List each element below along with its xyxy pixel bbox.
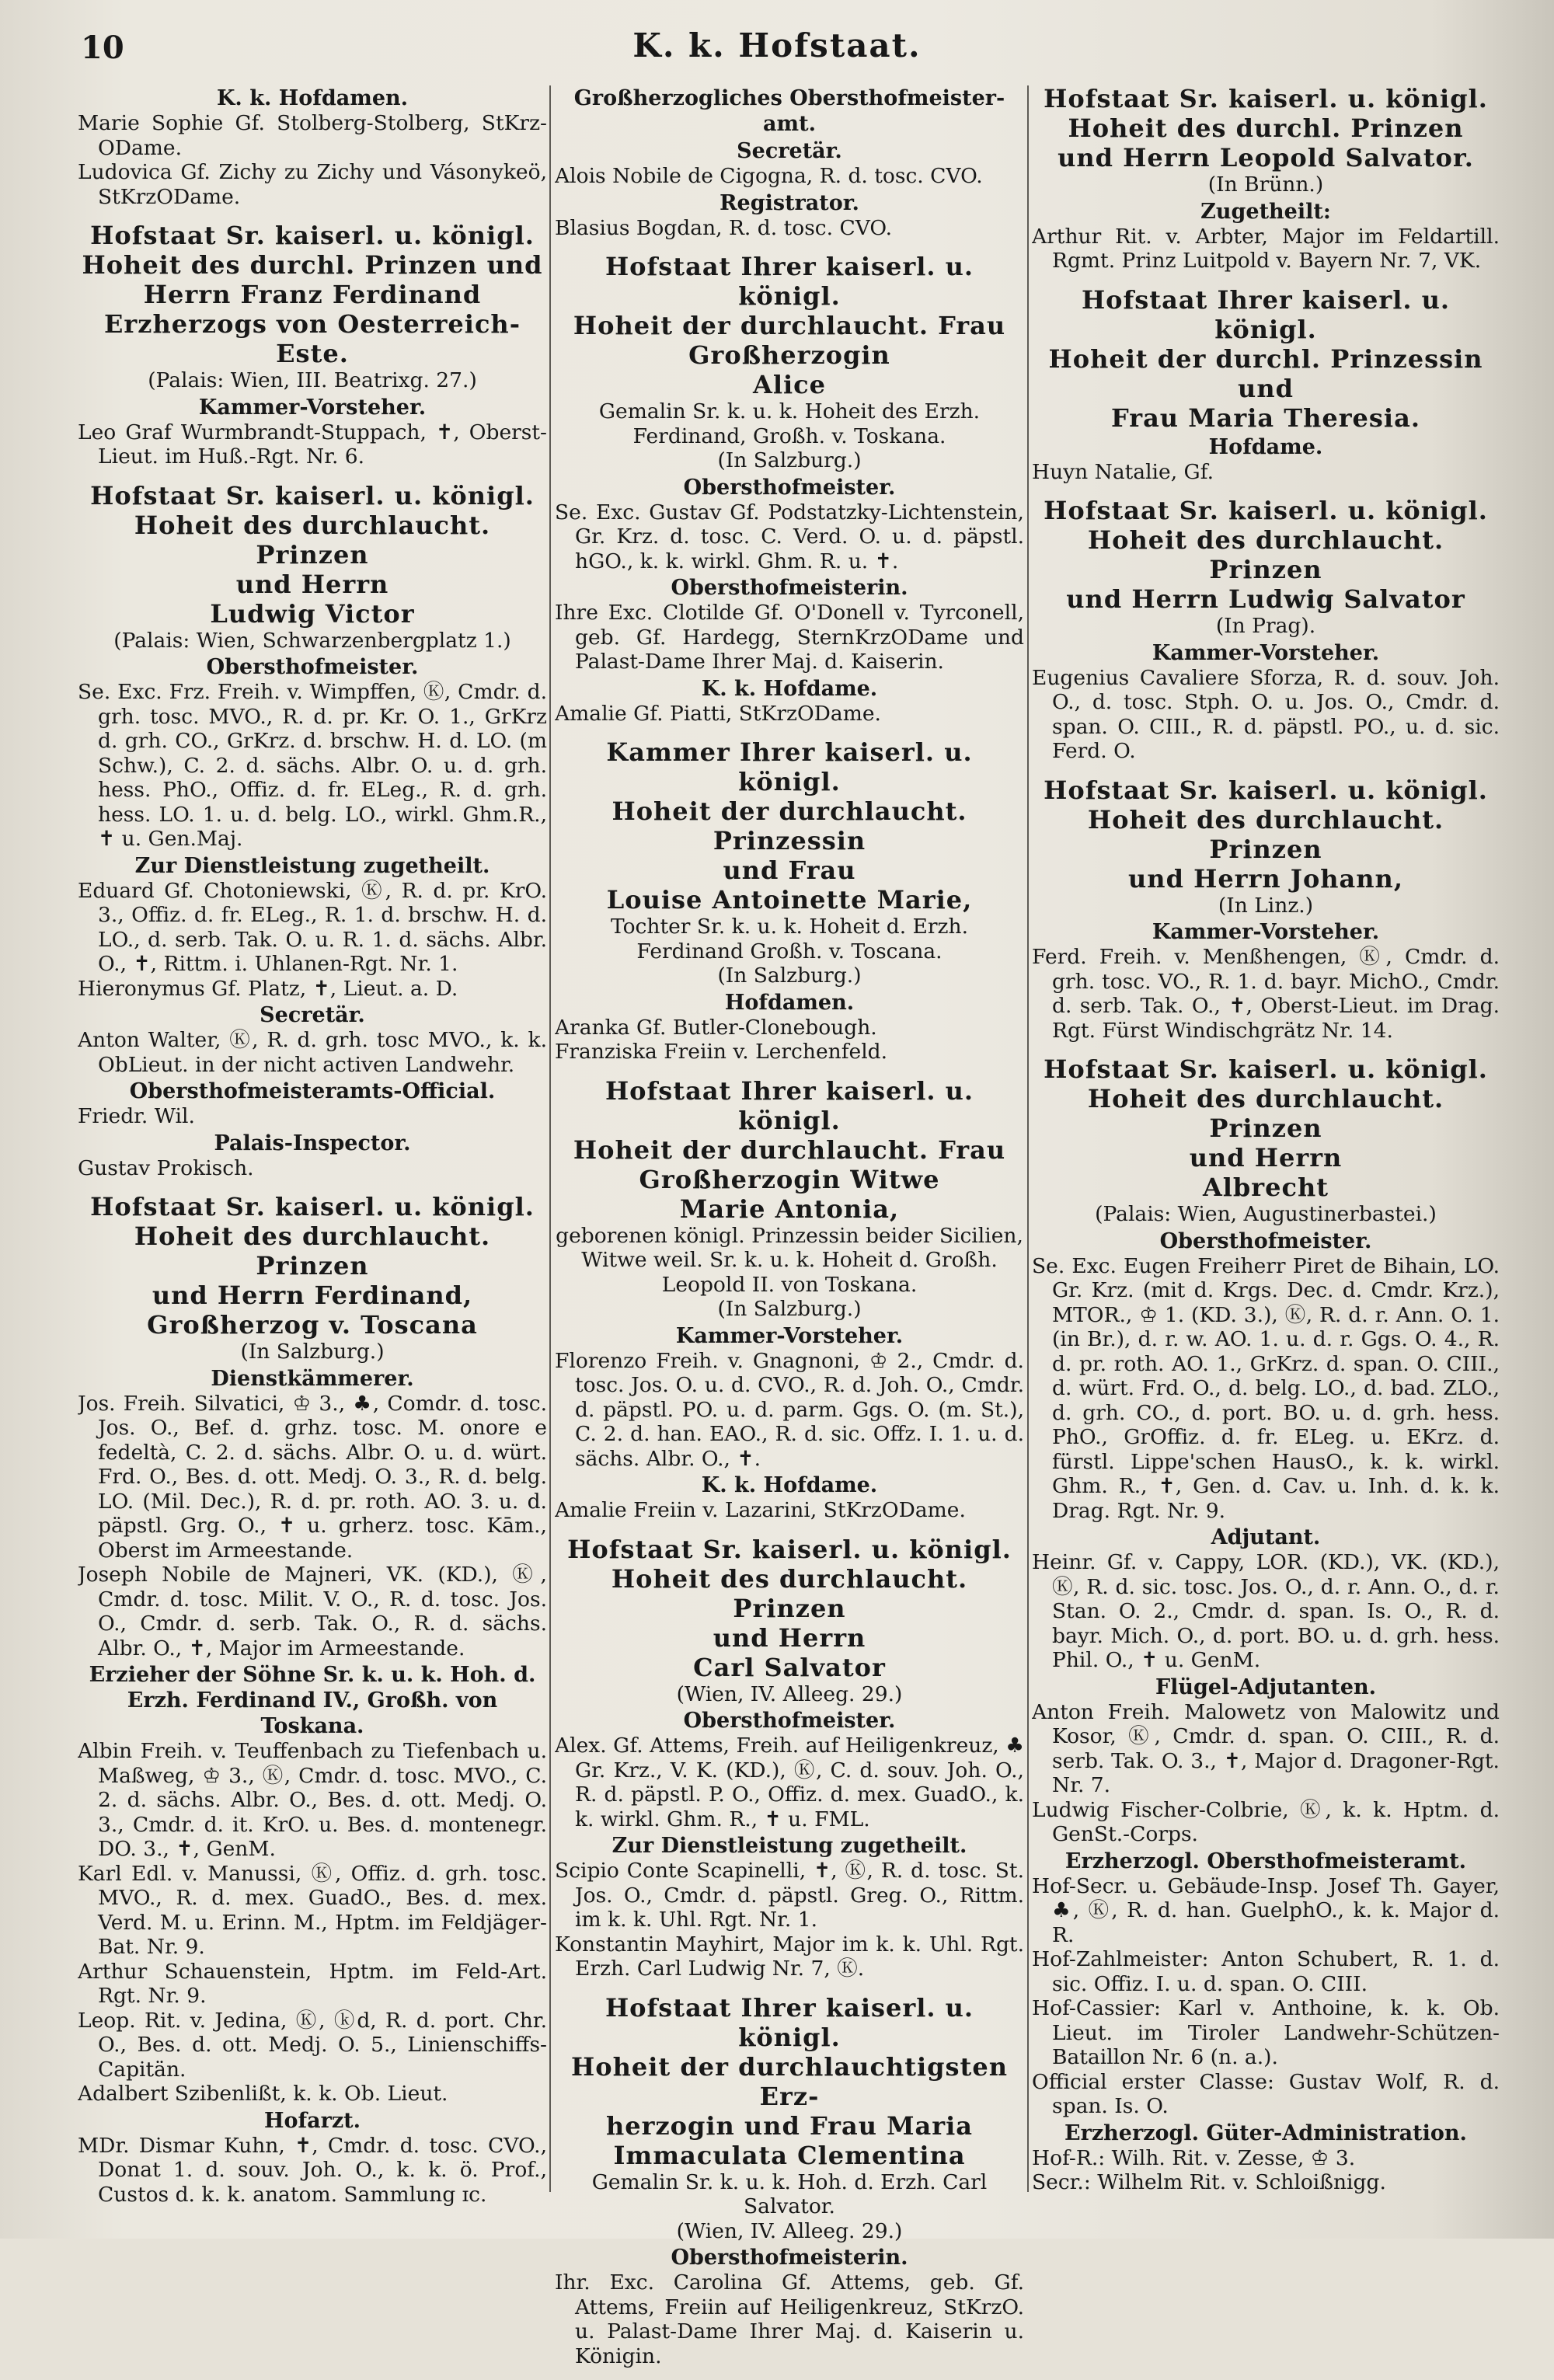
court-section	[555, 252, 1024, 726]
section-title-line: Hofstaat Sr. kaiserl. u. königl.	[90, 221, 535, 250]
section-title-line: Hofstaat Sr. kaiserl. u. königl.	[90, 480, 535, 510]
person-entry: Arthur Schauenstein, Hptm. im Feld-Art. Rgt. Nr. 9.	[78, 1959, 547, 2008]
section-title-line: Hoheit des durchlaucht. Prinzen	[1087, 525, 1444, 584]
section-title-line: und Herrn Leopold Salvator.	[1057, 143, 1474, 172]
section-note: (Wien, IV. Alleeg. 29.)	[676, 1681, 903, 1706]
section-title-line: Ludwig Victor	[210, 598, 415, 629]
court-section	[555, 1535, 1024, 1981]
court-section	[1032, 775, 1500, 1044]
person-entry: Karl Edl. v. Manussi, Ⓚ, Offiz. d. grh. tosc. MVO., R. d. mex. GuadO., Bes. d. mex. Verd. M. u. Erinn. M., Hptm. im Feldjäger-Bat. Nr. 9.	[78, 1861, 547, 1959]
person-entry: Anton Walter, Ⓚ, R. d. grh. tosc MVO., k. k. ObLieut. in der nicht activen Landwehr.	[78, 1028, 547, 1077]
person-entry: Se. Exc. Gustav Gf. Podstatzky-Lichtenstein, Gr. Krz. d. tosc. C. Verd. O. u. d. päpstl. hGO., k. k. wirkl. Ghm. R. u. ✝.	[555, 500, 1024, 573]
court-section	[1032, 496, 1500, 764]
person-entry: Friedr. Wil.	[78, 1104, 195, 1128]
person-entry: Eugenius Cavaliere Sforza, R. d. souv. Joh. O., d. tosc. Stph. O. u. Jos. O., Cmdr. d. span. O. CIII., R. d. päpstl. PO., u. d. sic. Ferd. O.	[1032, 665, 1500, 763]
court-section	[555, 737, 1024, 1065]
section-note: (In Brünn.)	[1207, 172, 1324, 197]
running-title: K. k. Hofstaat.	[632, 26, 922, 64]
person-entry: Eduard Gf. Chotoniewski, Ⓚ, R. d. pr. KrO. 3., Offiz. d. fr. ELeg., R. 1. d. brschw. H. d. LO., d. serb. Tak. O. u. R. 1. d. sächs. Albr. O., ✝, Rittm. i. Uhlanen-Rgt. Nr. 1.	[78, 878, 547, 976]
section-note: (In Prag).	[1215, 614, 1316, 638]
person-entry: Leo Graf Wurmbrandt-Stuppach, ✝, Oberst-Lieut. im Huß.-Rgt. Nr. 6.	[78, 420, 547, 469]
column-divider	[1027, 85, 1029, 2192]
court-section	[1032, 285, 1500, 485]
section-title-line: Marie Antonia,	[679, 1193, 900, 1224]
office-heading: Adjutant.	[1211, 1525, 1321, 1549]
person-entry: Alex. Gf. Attems, Freih. auf Heiligenkreuz, ♣ Gr. Krz., V. K. (KD.), Ⓚ, C. d. souv. Joh. O., R. d. päpstl. P. O., Offiz. d. mex. GuadO., k. k. wirkl. Ghm. R., ✝ u. FML.	[555, 1734, 1024, 1831]
person-entry: Heinr. Gf. v. Cappy, LOR. (KD.), VK. (KD.), Ⓚ, R. d. sic. tosc. Jos. O., d. r. Ann. O., d. r. Stan. O. 2., Cmdr. d. span. Is. O., R. d. bayr. Mich. O., d. port. BO. u. d. grh. hess. Phil. O., ✝ u. GenM.	[1032, 1550, 1500, 1672]
person-entry: Jos. Freih. Silvatici, ♔ 3., ♣, Comdr. d. tosc. Jos. O., Bef. d. grhz. tosc. M. onore e fedeltà, C. 2. d. sächs. Albr. O. u. d. würt. Frd. O., Bes. d. ott. Medj. O. 3., R. d. belg. LO. (Mil. Dec.), R. d. pr. roth. AO. 3. u. d. päpstl. Grg. O., ✝ u. grherz. tosc. Kām., Oberst im Armeestande.	[78, 1391, 547, 1563]
section-title-line: Hofstaat Ihrer kaiserl. u. königl.	[605, 252, 974, 311]
column-1	[78, 84, 547, 2218]
office-heading: Hofdamen.	[724, 990, 855, 1015]
office-heading: Obersthofmeisteramts-Official.	[129, 1079, 496, 1103]
office-heading: Obersthofmeister.	[683, 1709, 896, 1733]
person-entry: Joseph Nobile de Majneri, VK. (KD.), Ⓚ, Cmdr. d. tosc. Milit. V. O., R. d. tosc. Jos. O., Cmdr. d. serb. Tak. O., R. d. sächs. Albr. O., ✝, Major im Armeestande.	[78, 1563, 547, 1660]
office-heading: Zur Dienstleistung zugetheilt.	[134, 853, 490, 878]
person-entry: Hieronymus Gf. Platz, ✝, Lieut. a. D.	[78, 976, 458, 1001]
section-title-line: Hofstaat Sr. kaiserl. u. königl.	[1044, 84, 1488, 113]
person-entry: Konstantin Mayhirt, Major im k. k. Uhl. Rgt. Erzh. Carl Ludwig Nr. 7, Ⓚ.	[555, 1932, 1024, 1981]
section-title-line: Hoheit des durchlaucht. Prinzen	[134, 510, 491, 570]
court-section	[555, 1076, 1024, 1523]
section-note: Gemalin Sr. k. u. k. Hoheit des Erzh. Ferdinand, Großh. v. Toskana.	[598, 399, 981, 448]
person-entry: Secr.: Wilhelm Rit. v. Schloißnigg.	[1032, 2170, 1386, 2194]
page-number: 10	[81, 30, 124, 66]
person-entry: Adalbert Szibenlißt, k. k. Ob. Lieut.	[78, 2082, 448, 2106]
office-heading: Erzherzogl. Güter-Administration.	[1064, 2120, 1467, 2145]
person-entry: Hof-R.: Wilh. Rit. v. Zesse, ♔ 3.	[1032, 2145, 1356, 2170]
section-title-line: Hoheit des durchlaucht. Prinzen	[611, 1563, 968, 1623]
court-section	[1032, 84, 1500, 274]
section-title-line: Herrn Franz Ferdinand	[143, 280, 482, 309]
court-section	[1032, 1054, 1500, 2195]
person-entry: Ihre Exc. Clotilde Gf. O'Donell v. Tyrconell, geb. Gf. Hardegg, SternKrzODame und Palast-Dame Ihrer Maj. d. Kaiserin.	[555, 601, 1024, 674]
person-entry: Ludovica Gf. Zichy zu Zichy und Vásonykeö, StKrzODame.	[78, 160, 547, 209]
column-divider	[549, 85, 551, 2192]
person-entry: Blasius Bogdan, R. d. tosc. CVO.	[555, 215, 893, 240]
section-note: (In Salzburg.)	[717, 963, 862, 988]
person-entry: Hof-Cassier: Karl v. Anthoine, k. k. Ob. Lieut. im Tiroler Landwehr-Schützen-Bataillon Nr. 6 (n. a.).	[1032, 1996, 1500, 2069]
section-title-line: Hoheit der durchlauchtigsten Erz-	[571, 2051, 1008, 2111]
office-heading: Obersthofmeister.	[206, 655, 419, 679]
person-entry: Gustav Prokisch.	[78, 1155, 254, 1180]
section-note: Gemalin Sr. k. u. k. Hoh. d. Erzh. Carl Salvator.	[591, 2169, 988, 2218]
section-title-line: und Herrn	[1189, 1143, 1343, 1173]
person-entry: Marie Sophie Gf. Stolberg-Stolberg, StKrz-ODame.	[78, 111, 547, 160]
office-heading: Zugetheilt:	[1200, 199, 1331, 224]
office-heading: Dienstkämmerer.	[211, 1366, 414, 1391]
office-heading: Kammer-Vorsteher.	[198, 395, 427, 420]
section-title-line: und Herrn Ludwig Salvator	[1066, 584, 1465, 614]
section-title-line: und Herrn Ferdinand,	[152, 1281, 473, 1310]
section-title-line: Hofstaat Sr. kaiserl. u. königl.	[1044, 1054, 1488, 1084]
person-entry: Franziska Freiin v. Lerchenfeld.	[555, 1040, 888, 1064]
office-heading: Kammer-Vorsteher.	[675, 1323, 904, 1348]
office-heading: Obersthofmeister.	[1159, 1228, 1372, 1253]
section-note: (In Salzburg.)	[240, 1340, 385, 1364]
section-note: Tochter Sr. k. u. k. Hoheit d. Erzh. Ferdinand Großh. v. Toscana.	[610, 915, 969, 963]
section-title-line: Großherzogin Witwe	[639, 1164, 940, 1194]
section-title-line: herzogin und Frau Maria	[605, 2110, 974, 2141]
court-section	[78, 221, 547, 469]
section-title-line: Immaculata Clementina	[613, 2140, 966, 2170]
court-section	[555, 1993, 1024, 2369]
section-title-line: Hofstaat Ihrer kaiserl. u. königl.	[605, 1992, 974, 2052]
section-title-line: Alice	[753, 370, 826, 399]
section-note: (Palais: Wien, Augustinerbastei.)	[1095, 1202, 1437, 1226]
office-heading: K. k. Hofdamen.	[216, 86, 409, 110]
person-entry: Ludwig Fischer-Colbrie, Ⓚ, k. k. Hptm. d. GenSt.-Corps.	[1032, 1797, 1500, 1846]
section-title-line: Kammer Ihrer kaiserl. u. königl.	[606, 737, 973, 796]
section-title-line: Hoheit des durchlaucht. Prinzen	[134, 1221, 491, 1281]
section-title-line: Hoheit der durchl. Prinzessin und	[1048, 343, 1483, 403]
office-heading: Obersthofmeister.	[683, 475, 896, 500]
office-heading: Erzieher der Söhne Sr. k. u. k. Hoh. d. Erzh. Ferdinand IV., Großh. von Toskana.	[89, 1663, 536, 1738]
section-title-line: Hoheit der durchlaucht. Frau	[573, 1134, 1006, 1165]
office-heading: Kammer-Vorsteher.	[1152, 640, 1380, 665]
office-heading: Palais-Inspector.	[214, 1131, 411, 1155]
office-heading: Zur Dienstleistung zugetheilt.	[611, 1834, 967, 1858]
section-title-line: Hofstaat Sr. kaiserl. u. königl.	[1044, 496, 1488, 525]
office-heading: Obersthofmeisterin.	[671, 576, 908, 600]
section-title-line: und Herrn Johann,	[1128, 863, 1403, 894]
person-entry: Albin Freih. v. Teuffenbach zu Tiefenbach u. Maßweg, ♔ 3., Ⓚ, Cmdr. d. tosc. MVO., C. 2. d. sächs. Albr. O., Bes. d. ott. Medj. O. 3., Cmdr. d. it. KrO. u. Bes. d. montenegr. DO. 3., ✝, GenM.	[78, 1739, 547, 1861]
person-entry: Anton Freih. Malowetz von Malowitz und Kosor, Ⓚ, Cmdr. d. span. O. CIII., R. d. serb. Tak. O. 3., ✝, Major d. Dragoner-Rgt. Nr. 7.	[1032, 1699, 1500, 1797]
office-heading: Hofdame.	[1208, 434, 1323, 459]
person-entry: Amalie Gf. Piatti, StKrzODame.	[555, 701, 881, 726]
section-title-line: Louise Antoinette Marie,	[606, 885, 973, 915]
court-section	[555, 85, 1024, 240]
office-heading: K. k. Hofdame.	[701, 676, 878, 701]
person-entry: Ferd. Freih. v. Menßhengen, Ⓚ, Cmdr. d. grh. tosc. VO., R. 1. d. bayr. MichO., Cmdr. d. serb. Tak. O., ✝, Oberst-Lieut. im Drag. Rgt. Fürst Windischgrätz Nr. 14.	[1032, 945, 1500, 1043]
office-heading: Hofarzt.	[263, 2108, 361, 2133]
person-entry: Hof-Secr. u. Gebäude-Insp. Josef Th. Gayer, ♣, Ⓚ, R. d. han. GuelphO., k. k. Major d. R.	[1032, 1873, 1500, 1947]
section-title-line: Hofstaat Sr. kaiserl. u. königl.	[567, 1534, 1012, 1564]
section-title-line: Hofstaat Sr. kaiserl. u. königl.	[1044, 775, 1488, 805]
person-entry: Huyn Natalie, Gf.	[1032, 459, 1214, 484]
section-title-line: Carl Salvator	[693, 1652, 886, 1682]
section-title-line: Hoheit der durchlaucht. Frau	[573, 311, 1006, 340]
section-note: (Palais: Wien, III. Beatrixg. 27.)	[148, 368, 477, 392]
person-entry: Alois Nobile de Cigogna, R. d. tosc. CVO.	[555, 164, 983, 188]
person-entry: Se. Exc. Frz. Freih. v. Wimpffen, Ⓚ, Cmdr. d. grh. tosc. MVO., R. d. pr. Kr. O. 1., GrKrz d. grh. CO., GrKrz. d. brschw. H. d. LO. (m Schw.), C. 2. d. sächs. Albr. O. u. d. grh. hess. PhO., Offiz. d. fr. ELeg., R. d. grh. hess. LO. 1. u. d. belg. LO., wirkl. Ghm.R., ✝ u. Gen.Maj.	[78, 680, 547, 851]
court-section	[78, 85, 547, 209]
person-entry: Ihr. Exc. Carolina Gf. Attems, geb. Gf. Attems, Freiin auf Heiligenkreuz, StKrzO. u. Palast-Dame Ihrer Maj. d. Kaiserin u. Königin.	[555, 2270, 1024, 2368]
section-title-line: und Herrn	[235, 569, 389, 599]
person-entry: Aranka Gf. Butler-Clonebough.	[555, 1015, 877, 1040]
section-note: (Palais: Wien, Schwarzenbergplatz 1.)	[113, 628, 511, 653]
person-entry: Arthur Rit. v. Arbter, Major im Feldartill. Rgmt. Prinz Luitpold v. Bayern Nr. 7, VK.	[1032, 224, 1500, 273]
section-note: (In Salzburg.)	[717, 1297, 862, 1321]
section-title-line: Großherzogin	[688, 340, 890, 370]
section-title-line: und Frau	[723, 855, 856, 885]
person-entry: Amalie Freiin v. Lazarini, StKrzODame.	[555, 1498, 966, 1522]
section-title-line: Hoheit des durchlaucht. Prinzen	[1087, 804, 1444, 864]
office-heading: Secretär.	[260, 1003, 365, 1027]
court-section	[78, 1192, 547, 2207]
column-3	[1032, 84, 1500, 2207]
column-2	[555, 84, 1024, 2380]
section-title-line: und Herrn	[713, 1622, 866, 1653]
person-entry: Leop. Rit. v. Jedina, Ⓚ, ⓚd, R. d. port. Chr. O., Bes. d. ott. Medj. O. 5., Linienschiffs-Capitän.	[78, 2008, 547, 2082]
section-title-line: Großherzog v. Toscana	[147, 1310, 478, 1340]
section-note: (Wien, IV. Alleeg. 29.)	[676, 2218, 903, 2243]
office-heading: Obersthofmeisterin.	[671, 2246, 908, 2270]
person-entry: MDr. Dismar Kuhn, ✝, Cmdr. d. tosc. CVO., Donat 1. d. souv. Joh. O., k. k. ö. Prof., Custos d. k. k. anatom. Sammlung ɪc.	[78, 2133, 547, 2207]
section-note: geborenen königl. Prinzessin beider Sicilien, Witwe weil. Sr. k. u. k. Hoheit d. Großh. Leopold II. von Toskana.	[556, 1223, 1023, 1297]
section-title-line: Hoheit des durchlaucht. Prinzen	[1087, 1084, 1444, 1143]
section-note: (In Linz.)	[1218, 893, 1314, 918]
section-title-line: Erzherzogs von Oesterreich-Este.	[104, 309, 521, 368]
person-entry: Official erster Classe: Gustav Wolf, R. d. span. Is. O.	[1032, 2069, 1500, 2118]
court-section	[78, 481, 547, 1181]
person-entry: Scipio Conte Scapinelli, ✝, Ⓚ, R. d. tosc. St. Jos. O., Cmdr. d. päpstl. Greg. O., Rittm. im k. k. Uhl. Rgt. Nr. 1.	[555, 1859, 1024, 1932]
section-title-line: Hoheit des durchl. Prinzen und	[82, 250, 543, 280]
office-heading: Großherzogliches Obersthofmeister-amt.	[573, 86, 1005, 136]
office-heading: Kammer-Vorsteher.	[1152, 920, 1380, 944]
office-heading: Flügel-Adjutanten.	[1155, 1674, 1377, 1699]
person-entry: Hof-Zahlmeister: Anton Schubert, R. 1. d. sic. Offiz. I. u. d. span. O. CIII.	[1032, 1947, 1500, 1996]
section-title-line: Hoheit des durchl. Prinzen	[1068, 113, 1464, 143]
section-title-line: Hofstaat Sr. kaiserl. u. königl.	[90, 1192, 535, 1221]
office-heading: K. k. Hofdame.	[701, 1473, 878, 1497]
office-heading: Secretär.	[737, 139, 842, 163]
section-title-line: Hofstaat Ihrer kaiserl. u. königl.	[605, 1075, 974, 1135]
section-title-line: Hofstaat Ihrer kaiserl. u. königl.	[1081, 284, 1451, 344]
section-note: (In Salzburg.)	[717, 448, 862, 472]
section-title-line: Hoheit der durchlaucht. Prinzessin	[611, 796, 967, 855]
person-entry: Se. Exc. Eugen Freiherr Piret de Bihain, LO. Gr. Krz. (mit d. Krgs. Dec. d. Cmdr. Krz.), MTOR., ♔ 1. (KD. 3.), Ⓚ, R. d. r. Ann. O. 1. (in Br.), d. r. w. AO. 1. u. d. r. Ggs. O. 4., R. d. pr. roth. AO. 1., GrKrz. d. span. O. CIII., d. würt. Frd. O., d. belg. LO., d. bad. ZLO., d. grh. CO., d. port. BO. u. d. grh. hess. PhO., GrOffiz. d. fr. ELeg. u. EKrz. d. fürstl. Lippe'schen HausO., k. k. wirkl. Ghm. R., ✝, Gen. d. Cav. u. Inh. d. k. k. Drag. Rgt. Nr. 9.	[1032, 1253, 1500, 1523]
office-heading: Registrator.	[720, 190, 859, 215]
person-entry: Florenzo Freih. v. Gnagnoni, ♔ 2., Cmdr. d. tosc. Jos. O. u. d. CVO., R. d. Joh. O., Cmdr. d. päpstl. PO. u. d. parm. Ggs. O. (m. St.), C. 2. d. han. EAO., R. d. sic. Offz. I. 1. u. d. sächs. Albr. O., ✝.	[555, 1348, 1024, 1471]
section-title-line: Albrecht	[1202, 1173, 1329, 1202]
office-heading: Erzherzogl. Obersthofmeisteramt.	[1064, 1849, 1467, 1873]
section-title-line: Frau Maria Theresia.	[1111, 402, 1420, 433]
